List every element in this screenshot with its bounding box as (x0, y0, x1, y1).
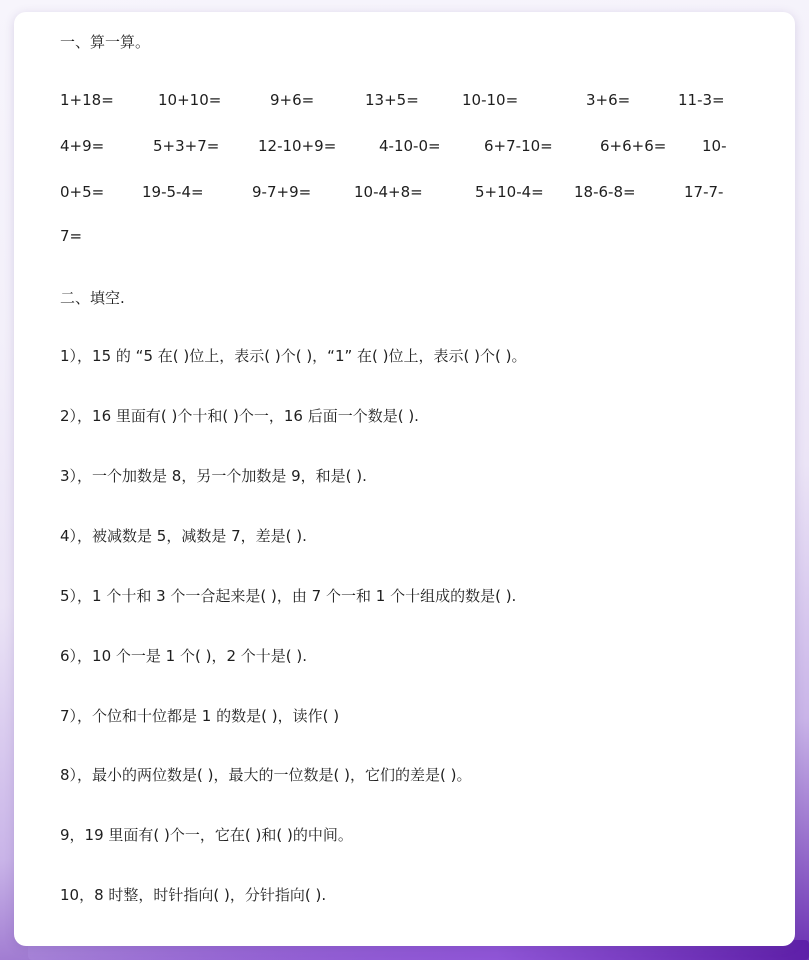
expression: 9-7+9= (252, 183, 312, 201)
expression: 11-3= (678, 91, 725, 109)
expression: 1+18= (60, 91, 114, 109)
fill-blank-item-6: 6），10 个一是 1 个( )，2 个十是( ). (60, 647, 308, 665)
fill-blank-item-3: 3），一个加数是 8，另一个加数是 9，和是( ). (60, 467, 367, 485)
expression: 19-5-4= (142, 183, 204, 201)
section2-title: 二、填空. (60, 289, 125, 307)
expression: 10- (702, 137, 727, 155)
fill-blank-item-1: 1），15 的 “5 在( )位上，表示( )个( )，“1” 在( )位上，表示( )个( )。 (60, 347, 527, 365)
worksheet-card (14, 12, 795, 946)
fill-blank-item-4: 4），被减数是 5，减数是 7，差是( ). (60, 527, 307, 545)
fill-blank-item-10: 10，8 时整，时针指向( )，分针指向( ). (60, 886, 327, 904)
fill-blank-item-9: 9，19 里面有( )个一，它在( )和( )的中间。 (60, 826, 353, 844)
fill-blank-item-5: 5），1 个十和 3 个一合起来是( )，由 7 个一和 1 个十组成的数是( ). (60, 587, 517, 605)
fill-blank-item-2: 2），16 里面有( )个十和( )个一，16 后面一个数是( ). (60, 407, 419, 425)
expression: 7= (60, 227, 83, 245)
expression: 6+7-10= (484, 137, 553, 155)
expression: 10-4+8= (354, 183, 423, 201)
expression: 5+3+7= (153, 137, 220, 155)
expression: 3+6= (586, 91, 631, 109)
section1-title: 一、算一算。 (60, 33, 151, 51)
expression: 5+10-4= (475, 183, 544, 201)
expression: 13+5= (365, 91, 419, 109)
expression: 12-10+9= (258, 137, 337, 155)
expression: 4+9= (60, 137, 105, 155)
expression: 0+5= (60, 183, 105, 201)
expression: 18-6-8= (574, 183, 636, 201)
fill-blank-item-8: 8），最小的两位数是( )，最大的一位数是( )，它们的差是( )。 (60, 766, 472, 784)
expression: 6+6+6= (600, 137, 667, 155)
fill-blank-item-7: 7），个位和十位都是 1 的数是( )，读作( ) (60, 707, 340, 725)
expression: 9+6= (270, 91, 315, 109)
expression: 10+10= (158, 91, 222, 109)
expression: 4-10-0= (379, 137, 441, 155)
expression: 10-10= (462, 91, 519, 109)
expression: 17-7- (684, 183, 724, 201)
